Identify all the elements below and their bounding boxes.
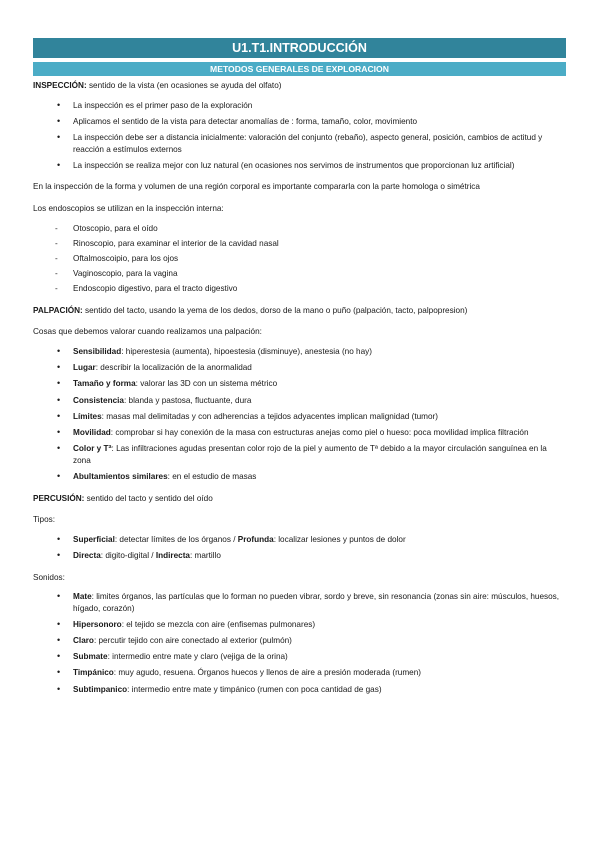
list-item: - Otoscopio, para el oído [33,223,566,235]
list-item: - Rinoscopio, para examinar el interior de la cavidad nasal [33,238,566,250]
inspeccion-heading [33,80,566,92]
list-item: • Abultamientos similares: en el estudio de masas [33,471,566,483]
palpacion-list [33,346,566,483]
list-item: • La inspección debe ser a distancia inicialmente: valoración del conjunto (rebaño), aspecto general, posición, cambios de actitud y reacción a estímulos externos [33,132,566,155]
list-item: • Superficial: detectar límites de los órganos / Profunda: localizar lesiones y puntos de dolor [33,534,566,546]
list-item: • Mate: limites órganos, las partículas que lo forman no pueden vibrar, sordo y breve, sin resonancia (zonas sin aire: músculos, huesos, hígado, corazón) [33,591,566,614]
list-item: - Oftalmoscoipio, para los ojos [33,253,566,265]
percusion-label: PERCUSIÓN: [33,493,85,503]
endoscopios-intro: Los endoscopios se utilizan en la inspección interna: [33,203,224,213]
list-item: • Timpánico: muy agudo, resuena. Órganos huecos y llenos de aire a presión moderada (rumen) [33,667,566,679]
sonidos-list [33,591,566,695]
list-item: • Tamaño y forma: valorar las 3D con un sistema métrico [33,378,566,390]
list-item: - Endoscopio digestivo, para el tracto digestivo [33,283,566,295]
percusion-text: sentido del tacto y sentido del oído [84,493,213,503]
list-item: • Hipersonoro: el tejido se mezcla con aire (enfisemas pulmonares) [33,619,566,631]
list-item: • Directa: digito-digital / Indirecta: martillo [33,550,566,562]
palpacion-label: PALPACIÓN: [33,305,83,315]
list-item: • Límites: masas mal delimitadas y con adherencias a tejidos adyacentes implican malignidad (tumor) [33,411,566,423]
list-item: • Claro: percutir tejido con aire conectado al exterior (pulmón) [33,635,566,647]
list-item: • Submate: intermedio entre mate y claro (vejiga de la orina) [33,651,566,663]
list-item: • Aplicamos el sentido de la vista para detectar anomalías de : forma, tamaño, color, movimiento [33,116,566,128]
palpacion-heading [33,305,566,317]
list-item: • La inspección es el primer paso de la exploración [33,100,566,112]
inspeccion-text: sentido de la vista (en ocasiones se ayuda del olfato) [86,81,282,90]
section-heading: METODOS GENERALES DE EXPLORACION [33,62,566,76]
palpacion-text: sentido del tacto, usando la yema de los dedos, dorso de la mano o puño (palpación, tacto, palpopresion) [82,305,468,315]
list-item: • Color y Tª: Las infiltraciones agudas presentan color rojo de la piel y aumento de Tª debido a la mayor circulación sanguínea en la zona [33,443,566,466]
palpacion-intro: Cosas que debemos valorar cuando realizamos una palpación: [33,327,262,337]
endoscopios-list [33,223,566,295]
percusion-heading [33,493,566,505]
inspeccion-label: INSPECCIÓN: [33,81,87,90]
page-title: U1.T1.INTRODUCCIÓN [33,38,566,58]
tipos-list [33,534,566,562]
document-body [33,80,566,695]
list-item: • Sensibilidad: hiperestesia (aumenta), hipoestesia (disminuye), anestesia (no hay) [33,346,566,358]
list-item: • Consistencia: blanda y pastosa, fluctuante, dura [33,395,566,407]
list-item: • Movilidad: comprobar si hay conexión de la masa con estructuras anejas como piel o hueso: poca movilidad implica filtración [33,427,566,439]
list-item: • La inspección se realiza mejor con luz natural (en ocasiones nos servimos de instrumentos que proporcionan luz artificial) [33,160,566,172]
sonidos-label: Sonidos: [33,572,65,582]
list-item: • Lugar: describir la localización de la anormalidad [33,362,566,374]
inspeccion-note: En la inspección de la forma y volumen de una región corporal es importante compararla con la parte homologa o simétrica [33,182,480,192]
tipos-label: Tipos: [33,515,55,525]
list-item: - Vaginoscopio, para la vagina [33,268,566,280]
list-item: • Subtimpanico: intermedio entre mate y timpánico (rumen con poca cantidad de gas) [33,684,566,696]
inspeccion-list [33,100,566,172]
